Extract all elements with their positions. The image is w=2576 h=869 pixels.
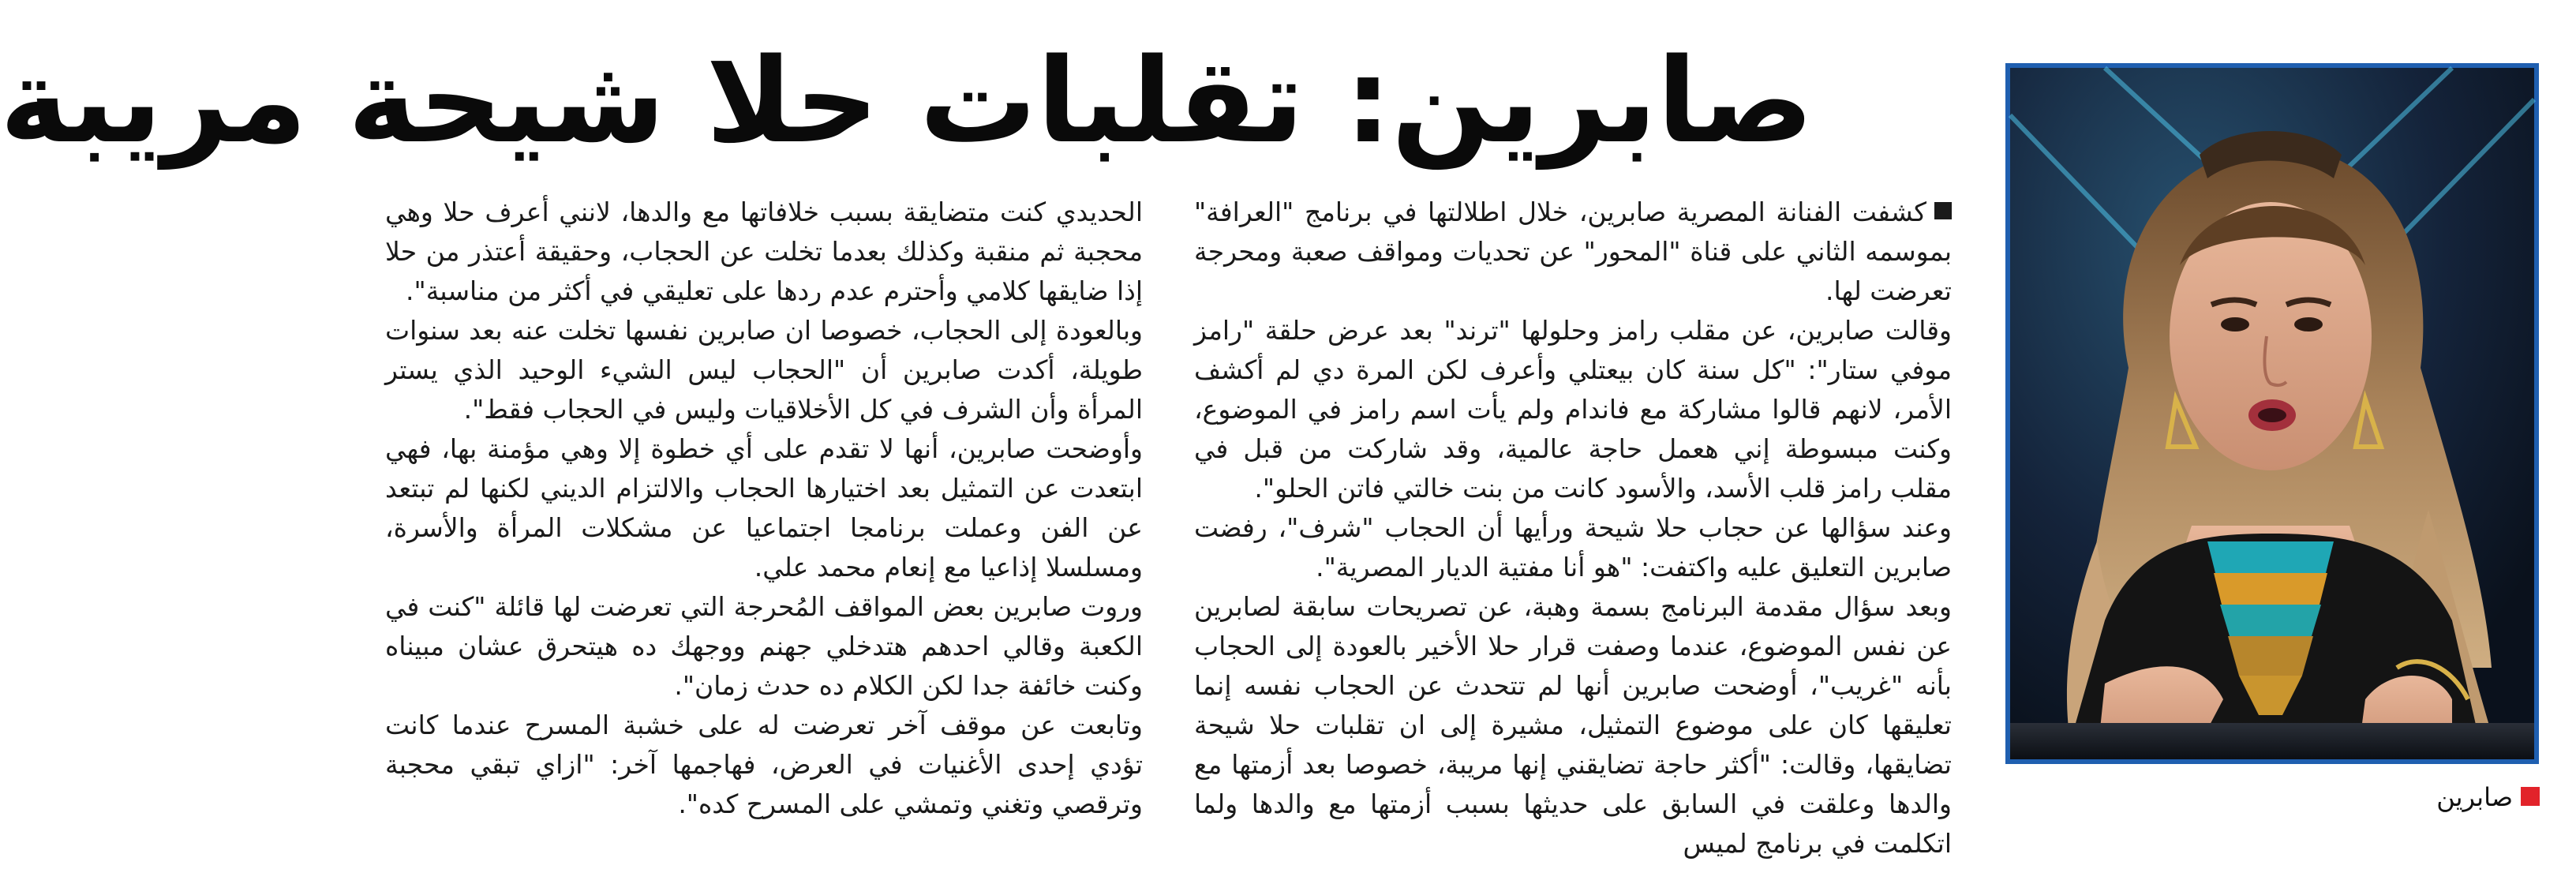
article-column-left [385,193,1143,848]
photo-caption-text: صابرين [2436,782,2513,812]
photo-caption [2382,777,2540,817]
article-paragraph: وروت صابرين بعض المواقف المُحرجة التي تعرضت لها قائلة "كنت في الكعبة وقالي احدهم هتدخلي جهنم ووجهك ده هيتحرق عشان مبيناه وكنت خائفة جدا لكن الكلام ده حدث زمان". [385,591,1143,701]
article-paragraph: وعند سؤالها عن حجاب حلا شيحة ورأيها أن الحجاب "شرف"، رفضت صابرين التعليق عليه واكتفت: "هو أنا مفتية الديار المصرية". [1194,512,1952,582]
article-paragraph: وقالت صابرين، عن مقلب رامز وحلولها "ترند" بعد عرض حلقة "رامز موفي ستار": "كل سنة كان بيعتلي وأعرف لكن المرة دي لم أكشف الأمر، لانهم قالوا مشاركة مع فاندام ولم يأت اسم رامز في الموضوع، وكنت مبسوطة إني هعمل حاجة عالمية، وقد شاركت من قبل في مقلب رامز قلب الأسد، والأسود كانت من بنت خالتي فاتن الحلو". [1194,315,1952,504]
article-paragraph: وبعد سؤال مقدمة البرنامج بسمة وهبة، عن تصريحات سابقة لصابرين عن نفس الموضوع، عندما وصفت قرار حلا الأخير بالعودة إلى الحجاب بأنه "غريب"، أوضحت صابرين أنها لم تتحدث عن الحجاب نفسه إنما تعليقها كان على موضوع التمثيل، مشيرة إلى ان تقلبات حلا شيحة تضايقها، وقالت: "أكثر حاجة تضايقني إنها مريبة، خصوصا بعد أزمتها مع والدها وعلقت في السابق على حديثها بسبب أزمتها مع والدها ولما اتكلمت في برنامج لميس [1194,591,1952,859]
article-paragraph: وأوضحت صابرين، أنها لا تقدم على أي خطوة إلا وهي مؤمنة بها، فهي ابتعدت عن التمثيل بعد اختيارها الحجاب والالتزام الديني لكنها لم تبتعد عن الفن وعملت برنامجا اجتماعيا عن مشكلات المرأة والأسرة، ومسلسلا إذاعيا مع إنعام محمد علي. [385,433,1143,582]
article-paragraph: وتابعت عن موقف آخر تعرضت له على خشبة المسرح عندما كانت تؤدي إحدى الأغنيات في العرض، فهاجمها آخر: "ازاي تبقي محجبة وترقصي وتغني وتمشي على المسرح كده". [385,710,1143,819]
article-paragraph-text: كشفت الفنانة المصرية صابرين، خلال اطلالتها في برنامج "العرافة" بموسمه الثاني على قناة "المحور" عن تحديات ومواقف صعبة ومحرجة تعرضت لها. [1194,197,1952,306]
article-paragraph: وبالعودة إلى الحجاب، خصوصا ان صابرين نفسها تخلت عنه بعد سنوات طويلة، أكدت صابرين أن "الحجاب ليس الشيء الوحيد الذي يستر المرأة وأن الشرف في كل الأخلاقيات وليس في الحجاب فقط". [385,315,1143,425]
black-square-icon [1934,202,1952,219]
headline: صابرين: تقلبات حلا شيحة مريبة [0,33,1814,169]
article-paragraph [1194,193,1952,311]
article-column-right [1194,193,1952,859]
portrait-image [2010,68,2534,759]
article-paragraph: الحديدي كنت متضايقة بسبب خلافاتها مع والدها، لانني أعرف حلا وهي محجبة ثم منقبة وكذلك بعدما تخلت عن الحجاب، وحقيقة أعتذر من حلا إذا ضايقها كلامي وأحترم عدم ردها على تعليقي في أكثر من مناسبة". [385,197,1143,306]
red-square-icon [2521,787,2540,806]
article-photo [2005,63,2539,764]
